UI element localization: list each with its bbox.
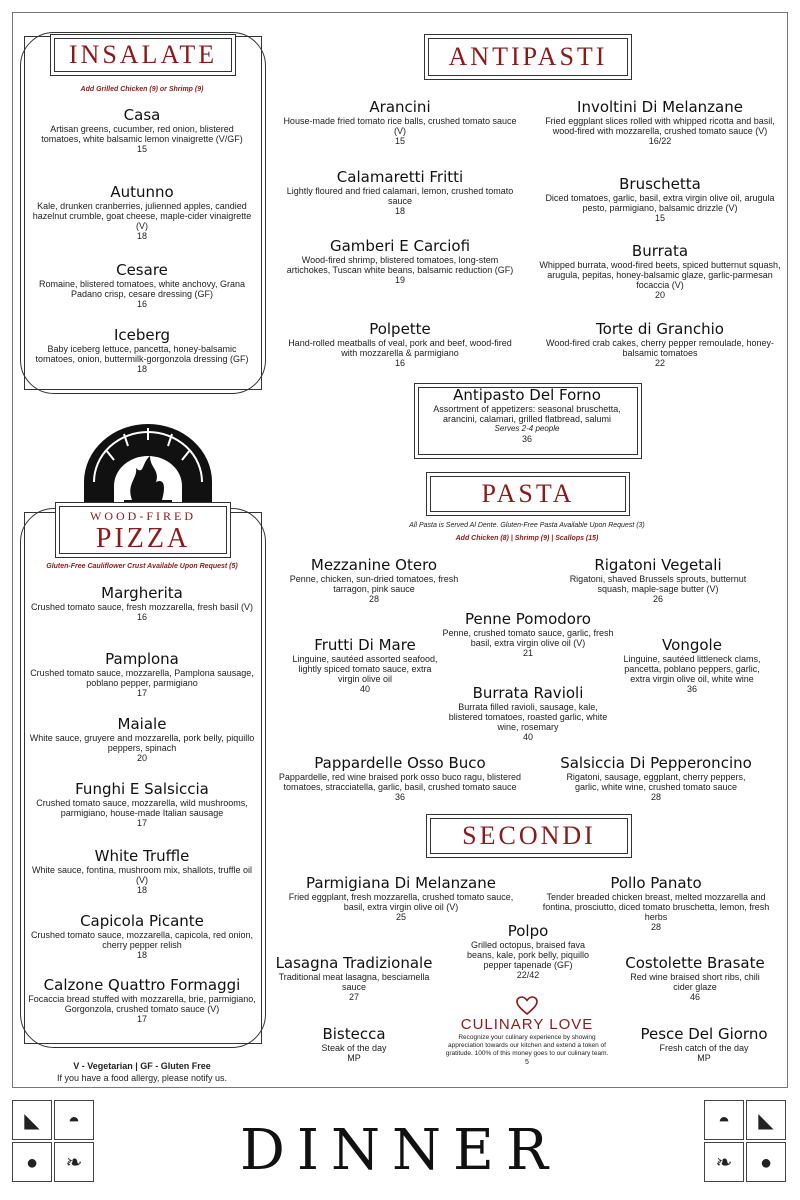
menu-item: Autunno Kale, drunken cranberries, julienned apples, candied hazelnut crumble, goat cheese, maple-cider vinaigrette (V) 18 <box>32 183 252 241</box>
tomato-icon: ● <box>746 1142 786 1182</box>
menu-item: Mezzanine Otero Penne, chicken, sun-dried tomatoes, fresh tarragon, pink sauce 28 <box>289 556 459 604</box>
menu-item: Involtini Di Melanzane Fried eggplant slices rolled with whipped ricotta and basil, wood-fired with mozzarella, crushed tomato sauce (V) 16/22 <box>545 98 775 146</box>
menu-item: Pamplona Crushed tomato sauce, mozzarella, Pamplona sausage, poblano pepper, parmigiano 17 <box>30 650 254 698</box>
menu-item: Capicola Picante Crushed tomato sauce, mozzarella, capicola, red onion, cherry pepper relish 18 <box>30 912 254 960</box>
culinary-love-title: CULINARY LOVE <box>460 1016 594 1033</box>
pasta-header <box>426 472 630 516</box>
basil-icon: ❧ <box>704 1142 744 1182</box>
menu-item: Penne Pomodoro Penne, crushed tomato sauce, garlic, fresh basil, extra virgin olive oil (V) 21 <box>442 610 614 658</box>
menu-item: Parmigiana Di Melanzane Fried eggplant, fresh mozzarella, crushed tomato sauce, basil, extra virgin olive oil (V) 25 <box>288 874 514 922</box>
insalate-title: INSALATE <box>68 40 218 69</box>
basil-icon: ❧ <box>54 1142 94 1182</box>
menu-item: Iceberg Baby iceberg lettuce, pancetta, honey-balsamic tomatoes, onion, buttermilk-gorgonzola dressing (GF) 18 <box>35 326 249 374</box>
menu-item: Rigatoni Vegetali Rigatoni, shaved Brussels sprouts, butternut squash, maple-sage butter (V) 26 <box>569 556 747 604</box>
menu-item: Salsiccia Di Pepperoncino Rigatoni, sausage, eggplant, cherry peppers, garlic, white wine, crushed tomato sauce 28 <box>560 754 752 802</box>
antipasti-title: ANTIPASTI <box>448 42 608 71</box>
heart-icon <box>516 996 538 1016</box>
menu-item: Burrata Ravioli Burrata filled ravioli, sausage, kale, blistered tomatoes, roasted garlic, white wine, rosemary 40 <box>448 684 608 742</box>
pasta-addons: Add Chicken (8) | Shrimp (9) | Scallops (15) <box>455 535 599 542</box>
menu-item: Frutti Di Mare Linguine, sautéed assorted seafood, lightly spiced tomato sauce, extra virgin olive oil 40 <box>292 636 438 694</box>
menu-item: Vongole Linguine, sautéed littleneck clams, pancetta, poblano peppers, garlic, extra virgin olive oil, white wine 36 <box>623 636 761 694</box>
secondi-title: SECONDI <box>462 821 596 850</box>
menu-item: Polpette Hand-rolled meatballs of veal, pork and beef, wood-fired with mozzarella & parmigiano 16 <box>288 320 512 368</box>
secondi-header <box>426 814 632 858</box>
menu-item: Burrata Whipped burrata, wood-fired beets, spiced butternut squash, arugula, pepitas, honey-balsamic glaze, garlic-parmesan focaccia (V) 20 <box>539 242 781 300</box>
menu-item: Costolette Brasate Red wine braised short ribs, chili cider glaze 46 <box>625 954 765 1002</box>
menu-item: Calzone Quattro Formaggi Focaccia bread stuffed with mozzarella, brie, parmigiano, Gorgonzola, crushed tomato sauce (V) 17 <box>28 976 256 1024</box>
menu-item: Casa Artisan greens, cucumber, red onion, blistered tomatoes, white balsamic lemon vinaigrette (V/GF) 15 <box>41 106 243 154</box>
feature-item: Antipasto Del Forno Assortment of appetizers: seasonal bruschetta, arancini, calamari, grilled flatbread, salumi Serves 2-4 people 36 <box>433 386 621 444</box>
menu-title: DINNER <box>239 1118 561 1183</box>
pizza-header <box>55 502 231 558</box>
menu-item: Calamaretti Fritti Lightly floured and fried calamari, lemon, crushed tomato sauce 18 <box>286 168 514 216</box>
antipasti-header <box>424 34 632 80</box>
pizza-note: Gluten-Free Cauliflower Crust Available Upon Request (5) <box>46 563 238 570</box>
menu-item: Pappardelle Osso Buco Pappardelle, red wine braised pork osso buco ragu, blistered tomatoes, stracciatella, garlic, basil, crushed tomato sauce 36 <box>278 754 522 802</box>
menu-item: Gamberi E Carciofi Wood-fired shrimp, blistered tomatoes, long-stem artichokes, Tuscan white beans, balsamic reduction (GF) 19 <box>286 237 514 285</box>
wood-oven-icon <box>80 420 216 510</box>
menu-item: Lasagna Tradizionale Traditional meat lasagna, besciamella sauce 27 <box>275 954 433 1002</box>
pasta-note: All Pasta is Served Al Dente. Gluten-Free Pasta Available Upon Request (3) <box>409 522 645 529</box>
pizza-title: PIZZA <box>95 523 191 554</box>
menu-item: Pesce Del Giorno Fresh catch of the day MP <box>640 1025 768 1063</box>
dietary-legend: V - Vegetarian | GF - Gluten Free If you have a food allergy, please notify us. <box>57 1061 227 1083</box>
culinary-love: CULINARY LOVE Recognize your culinary experience by showing appreciation towards our kitchen and extend a token of gratitude. 100% of this money goes to our culinary team. 5 <box>445 1016 609 1066</box>
pasta-title: PASTA <box>481 479 575 508</box>
tomato-icon: ● <box>12 1142 52 1182</box>
menu-item: Arancini House-made fried tomato rice balls, crushed tomato sauce (V) 15 <box>283 98 517 146</box>
menu-item: Bistecca Steak of the day MP <box>321 1025 387 1063</box>
menu-item: White Truffle White sauce, fontina, mushroom mix, shallots, truffle oil (V) 18 <box>32 847 252 895</box>
menu-item: Margherita Crushed tomato sauce, fresh mozzarella, fresh basil (V) 16 <box>30 584 254 622</box>
menu-item: Funghi E Salsiccia Crushed tomato sauce, mozzarella, wild mushrooms, parmigiano, house-made Italian sausage 17 <box>36 780 248 828</box>
cheese-icon: ◣ <box>12 1100 52 1140</box>
oven-icon: ◓ <box>54 1100 94 1140</box>
menu-item: Cesare Romaine, blistered tomatoes, white anchovy, Grana Padano crisp, cesare dressing (GF) 16 <box>39 261 245 309</box>
insalate-header <box>50 34 236 76</box>
oven-icon: ◓ <box>704 1100 744 1140</box>
insalate-note: Add Grilled Chicken (9) or Shrimp (9) <box>80 86 204 93</box>
menu-item: Maiale White sauce, gruyere and mozzarella, pork belly, piquillo peppers, spinach 20 <box>29 715 255 763</box>
pizza-title-top: WOOD-FIRED <box>90 509 196 523</box>
menu-item: Polpo Grilled octopus, braised fava beans, kale, pork belly, piquillo pepper tapenade (GF) 22/42 <box>467 922 589 980</box>
menu-item: Torte di Granchio Wood-fired crab cakes, cherry pepper remoulade, honey-balsamic tomatoes 22 <box>546 320 774 368</box>
menu-item: Pollo Panato Tender breaded chicken breast, melted mozzarella and fontina, prosciutto, diced tomato bruschetta, lemon, fresh herbs 28 <box>542 874 770 932</box>
menu-item: Bruschetta Diced tomatoes, garlic, basil, extra virgin olive oil, arugula pesto, parmigiano, balsamic drizzle (V) 15 <box>545 175 775 223</box>
cheese-icon: ◣ <box>746 1100 786 1140</box>
